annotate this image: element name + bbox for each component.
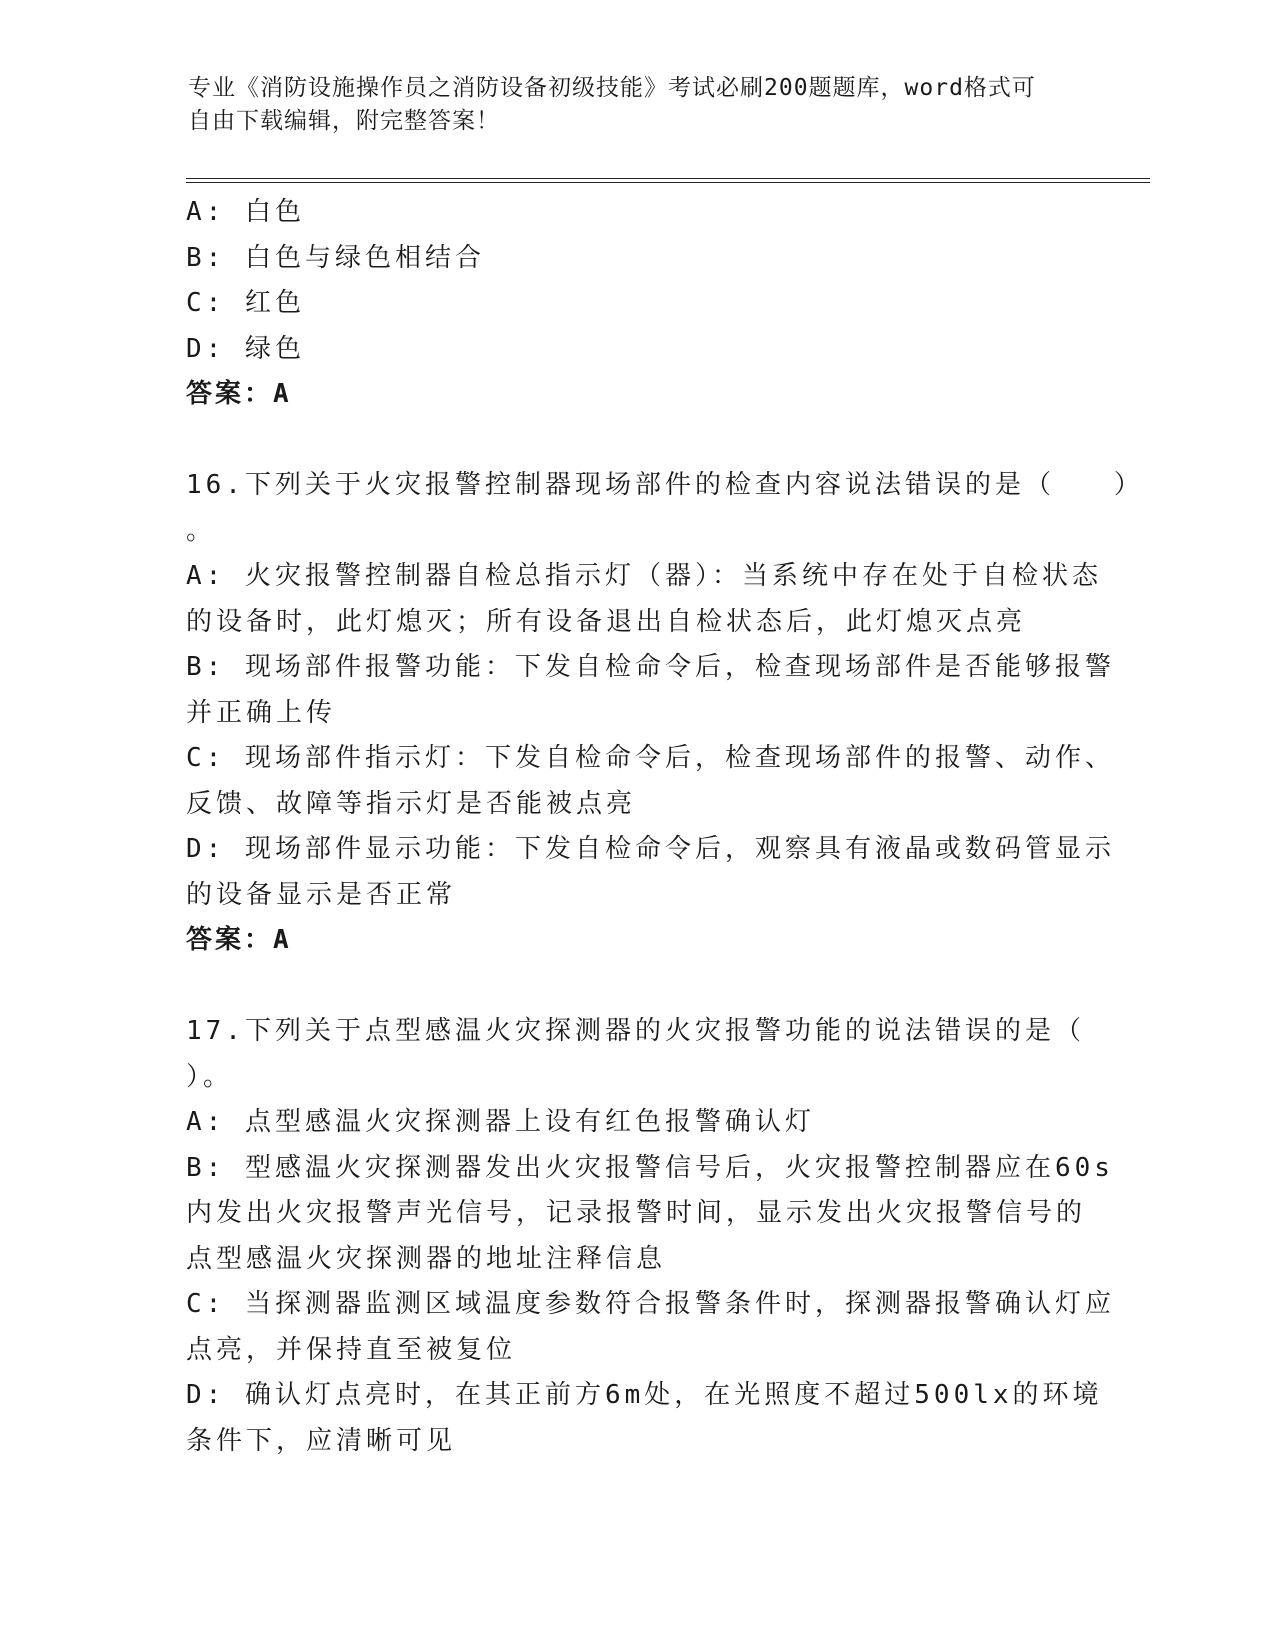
header-title-line-2: 自由下载编辑，附完整答案！ bbox=[188, 108, 500, 134]
option-c: C: 红色 bbox=[186, 288, 305, 318]
option-c-continued: 点亮，并保持直至被复位 bbox=[186, 1334, 517, 1365]
question-15-tail bbox=[186, 190, 1086, 418]
option-b-continued: 并正确上传 bbox=[186, 697, 337, 728]
option-a: A: 白色 bbox=[186, 197, 305, 227]
question-17 bbox=[186, 1009, 1115, 1464]
option-a: A: 点型感温火灾探测器上设有红色报警确认灯 bbox=[186, 1107, 815, 1137]
option-d-continued: 条件下，应清晰可见 bbox=[186, 1425, 457, 1456]
option-b: B: 现场部件报警功能：下发自检命令后，检查现场部件是否能够报警 bbox=[186, 652, 1115, 682]
option-a: A: 火灾报警控制器自检总指示灯（器）：当系统中存在处于自检状态 bbox=[186, 561, 1102, 591]
option-d: D: 现场部件显示功能：下发自检命令后，观察具有液晶或数码管显示 bbox=[186, 834, 1115, 864]
question-stem-continued: 。 bbox=[186, 515, 217, 546]
option-b-continued: 内发出火灾报警声光信号，记录报警时间，显示发出火灾报警信号的 bbox=[186, 1198, 1087, 1228]
header-title-line-1: 专业《消防设施操作员之消防设备初级技能》考试必刷200题题库，word格式可 bbox=[188, 75, 1036, 101]
spacer bbox=[186, 418, 1086, 464]
option-a-continued: 的设备时，此灯熄灭；所有设备退出自检状态后，此灯熄灭点亮 bbox=[186, 606, 1027, 637]
option-d-continued: 的设备显示是否正常 bbox=[186, 879, 457, 910]
option-c: C: 当探测器监测区域温度参数符合报警条件时，探测器报警确认灯应 bbox=[186, 1289, 1115, 1319]
question-16 bbox=[186, 463, 1144, 964]
option-b-continued: 点型感温火灾探测器的地址注释信息 bbox=[186, 1243, 667, 1274]
option-c-continued: 反馈、故障等指示灯是否能被点亮 bbox=[186, 788, 637, 819]
question-stem: 17.下列关于点型感温火灾探测器的火灾报警功能的说法错误的是（ bbox=[186, 1016, 1085, 1046]
option-d: D: 确认灯点亮时，在其正前方6m处，在光照度不超过500lx的环境 bbox=[186, 1380, 1103, 1410]
option-b: B: 型感温火灾探测器发出火灾报警信号后，火灾报警控制器应在60s bbox=[186, 1152, 1114, 1183]
header-divider bbox=[186, 178, 1150, 183]
answer-label: 答案：A bbox=[186, 925, 292, 955]
question-stem: 16.下列关于火灾报警控制器现场部件的检查内容说法错误的是（ ） bbox=[186, 470, 1144, 500]
question-stem-continued: ）。 bbox=[186, 1061, 234, 1092]
option-b: B: 白色与绿色相结合 bbox=[186, 242, 485, 273]
answer-label: 答案：A bbox=[186, 379, 292, 409]
question-content bbox=[186, 190, 1144, 1464]
document-header bbox=[188, 72, 1068, 138]
option-d: D: 绿色 bbox=[186, 333, 305, 364]
option-c: C: 现场部件指示灯：下发自检命令后，检查现场部件的报警、动作、 bbox=[186, 743, 1115, 773]
spacer bbox=[186, 964, 1086, 1010]
